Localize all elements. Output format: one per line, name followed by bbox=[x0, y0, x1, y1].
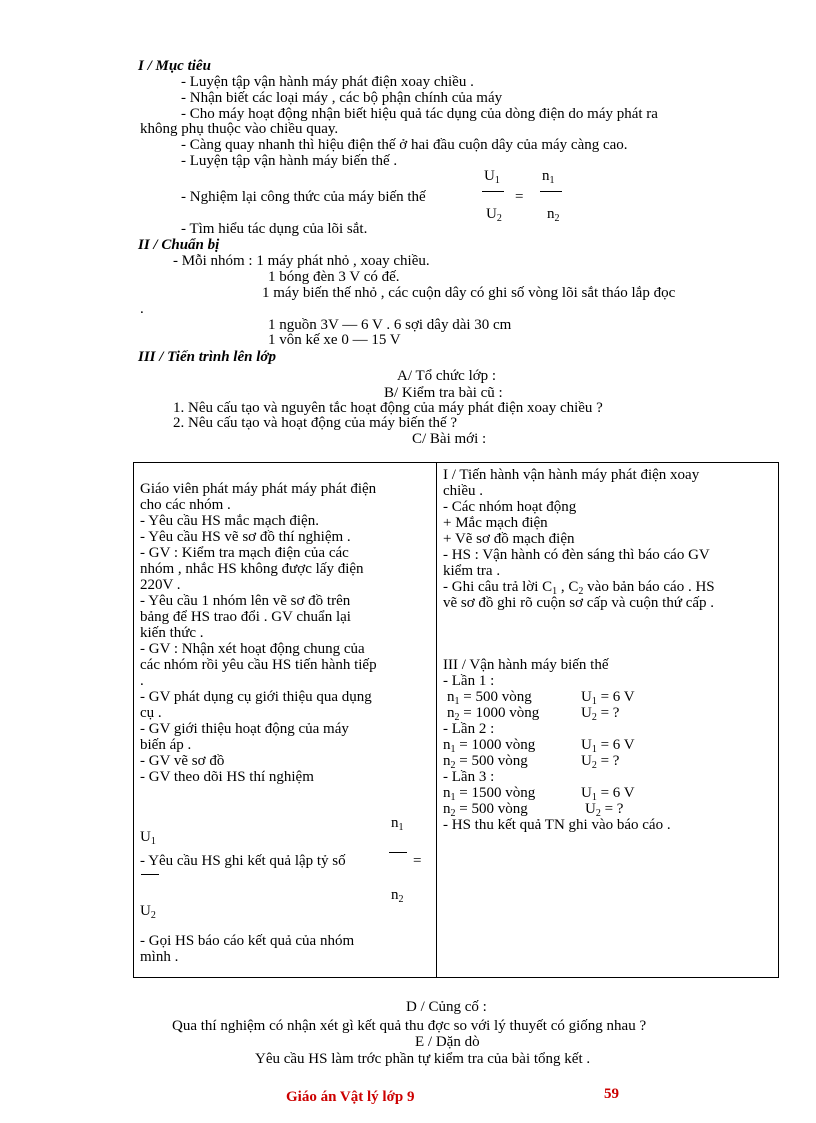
teacher-line: . bbox=[140, 673, 144, 689]
trial-label: - Lần 1 : bbox=[443, 673, 495, 689]
trial-row: $n_1 = 1000$ vòng bbox=[443, 737, 536, 755]
teacher-line: các nhóm rồi yêu cầu HS tiến hành tiếp bbox=[140, 657, 377, 673]
step-c: C/ Bài mới : bbox=[412, 431, 487, 447]
trial-label: - Lần 2 : bbox=[443, 721, 495, 737]
preparation-line: - Mỗi nhóm : 1 máy phát nhỏ , xoay chiều. bbox=[173, 253, 430, 269]
ratio-n1: $n_1$ bbox=[391, 815, 404, 833]
objective-item: - Càng quay nhanh thì hiệu điện thế ở hai đầu cuộn dây của máy càng cao. bbox=[181, 137, 628, 153]
trial-voltage: $U_1 = 6$ V bbox=[581, 689, 635, 707]
question-1: 1. Nêu cấu tạo và nguyên tắc hoạt động của máy phát điện xoay chiều ? bbox=[173, 400, 603, 416]
teacher-line: kiến thức . bbox=[140, 625, 204, 641]
teacher-line: - Gọi HS báo cáo kết quả của nhóm bbox=[140, 933, 355, 949]
ratio-bar-u bbox=[141, 874, 159, 875]
section-heading-preparation: II / Chuẩn bị bbox=[138, 237, 220, 253]
objective-item: - Luyện tập vận hành máy biến thế . bbox=[181, 153, 398, 169]
student-line: I / Tiến hành vận hành máy phát điện xoay bbox=[443, 467, 700, 483]
objective-item: - Tìm hiểu tác dụng của lõi sắt. bbox=[181, 221, 368, 237]
formula-equals: = bbox=[515, 189, 524, 205]
objective-item: - Nhận biết các loại máy , các bộ phận chính của máy bbox=[181, 90, 503, 106]
teacher-line: mình . bbox=[140, 949, 179, 965]
teacher-line: - GV : Kiểm tra mạch điện của các bbox=[140, 545, 349, 561]
teacher-activities-cell bbox=[134, 463, 437, 978]
student-line: chiều . bbox=[443, 483, 483, 499]
trial-voltage: $U_2$ = ? bbox=[581, 753, 620, 771]
formula-label: - Nghiệm lại công thức của máy biến thế bbox=[181, 189, 426, 205]
trial-voltage: $U_2$ = ? bbox=[585, 801, 624, 819]
student-activities bbox=[443, 467, 772, 973]
formula-u1: $U_1$ bbox=[484, 168, 500, 186]
formula-n2: $n_2$ bbox=[547, 206, 560, 224]
part3-heading: III / Vận hành máy biến thế bbox=[443, 657, 609, 673]
teacher-line: bảng để HS trao đổi . GV chuẩn lại bbox=[140, 609, 351, 625]
step-d-text: Qua thí nghiệm có nhận xét gì kết quả thu đợc so với lý thuyết có giống nhau ? bbox=[172, 1018, 647, 1034]
footer-title: Giáo án Vật lý lớp 9 bbox=[286, 1089, 415, 1105]
teacher-line: - GV phát dụng cụ giới thiệu qua dụng bbox=[140, 689, 372, 705]
teacher-line: - GV vẽ sơ đồ bbox=[140, 753, 225, 769]
page-number: 59 bbox=[604, 1086, 619, 1102]
teacher-line: cho các nhóm . bbox=[140, 497, 231, 513]
teacher-line: - Yêu cầu HS mắc mạch điện. bbox=[140, 513, 319, 529]
formula-u2: $U_2$ bbox=[486, 206, 502, 224]
question-2: 2. Nêu cấu tạo và hoạt động của máy biến thế ? bbox=[173, 415, 458, 431]
student-line: vẽ sơ đồ ghi rõ cuộn sơ cấp và cuộn thứ cấp . bbox=[443, 595, 715, 611]
ratio-equals: = bbox=[413, 853, 422, 869]
trial-row: $n_2 = 500$ vòng bbox=[443, 753, 528, 771]
student-line: - Các nhóm hoạt động bbox=[443, 499, 577, 515]
trial-row: $n_2 = 500$ vòng bbox=[443, 801, 528, 819]
teacher-activities bbox=[140, 467, 430, 973]
student-line: - HS thu kết quả TN ghi vào báo cáo . bbox=[443, 817, 671, 833]
teacher-line: 220V . bbox=[140, 577, 181, 593]
trial-row: $n_2 = 1000$ vòng bbox=[447, 705, 540, 723]
teacher-line: Giáo viên phát máy phát máy phát điện bbox=[140, 481, 377, 497]
ratio-u2: $U_2$ bbox=[140, 903, 156, 921]
formula-fraction-bar-left bbox=[482, 191, 504, 192]
teacher-line: cụ . bbox=[140, 705, 162, 721]
preparation-line: 1 bóng đèn 3 V có đế. bbox=[268, 269, 400, 285]
preparation-line: 1 máy biến thế nhỏ , các cuộn dây có ghi số vòng lõi sắt tháo lắp đọc bbox=[262, 285, 676, 301]
student-line-c: - Ghi câu trả lời $C_1$ , $C_2$ vào bản báo cáo . HS bbox=[443, 579, 715, 597]
trial-row: $n_1 = 1500$ vòng bbox=[443, 785, 536, 803]
ratio-label: - Yêu cầu HS ghi kết quả lập tỷ số bbox=[140, 853, 346, 869]
student-line: + Mắc mạch điện bbox=[443, 515, 548, 531]
student-activities-cell bbox=[437, 463, 779, 978]
student-line: - HS : Vận hành có đèn sáng thì báo cáo GV bbox=[443, 547, 710, 563]
ratio-bar-n bbox=[389, 852, 407, 853]
trial-voltage: $U_2$ = ? bbox=[581, 705, 620, 723]
formula-n1: $n_1$ bbox=[542, 168, 555, 186]
objective-item: không phụ thuộc vào chiều quay. bbox=[140, 121, 339, 137]
teacher-line: - Yêu cầu 1 nhóm lên vẽ sơ đồ trên bbox=[140, 593, 351, 609]
objective-item: - Cho máy hoạt động nhận biết hiệu quả tác dụng của dòng điện do máy phát ra bbox=[181, 106, 658, 122]
section-heading-objectives: I / Mục tiêu bbox=[138, 58, 211, 74]
trial-voltage: $U_1 = 6$ V bbox=[581, 785, 635, 803]
teacher-line: - GV theo dõi HS thí nghiệm bbox=[140, 769, 314, 785]
lesson-table bbox=[133, 462, 779, 978]
teacher-line: - GV : Nhận xét hoạt động chung của bbox=[140, 641, 365, 657]
teacher-line: nhóm , nhắc HS không được lấy điện bbox=[140, 561, 364, 577]
ratio-u1: $U_1$ bbox=[140, 829, 156, 847]
ratio-n2: $n_2$ bbox=[391, 887, 404, 905]
teacher-line: biến áp . bbox=[140, 737, 192, 753]
step-d: D / Củng cố : bbox=[406, 999, 487, 1015]
step-b: B/ Kiểm tra bài cũ : bbox=[384, 385, 503, 401]
trial-label: - Lần 3 : bbox=[443, 769, 495, 785]
student-line: + Vẽ sơ đồ mạch điện bbox=[443, 531, 575, 547]
teacher-line: - GV giới thiệu hoạt động của máy bbox=[140, 721, 349, 737]
trial-row: $n_1 = 500$ vòng bbox=[447, 689, 532, 707]
formula-fraction-bar-right bbox=[540, 191, 562, 192]
preparation-line: . bbox=[140, 301, 144, 317]
preparation-line: 1 vôn kế xe 0 — 15 V bbox=[268, 332, 401, 348]
teacher-line: - Yêu cầu HS vẽ sơ đồ thí nghiệm . bbox=[140, 529, 351, 545]
preparation-line: 1 nguồn 3V — 6 V . 6 sợi dây dài 30 cm bbox=[268, 317, 512, 333]
step-e: E / Dặn dò bbox=[415, 1034, 480, 1050]
objective-item: - Luyện tập vận hành máy phát điện xoay chiều . bbox=[181, 74, 474, 90]
student-line: kiểm tra . bbox=[443, 563, 501, 579]
step-e-text: Yêu cầu HS làm trớc phần tự kiểm tra của bài tổng kết . bbox=[255, 1051, 591, 1067]
trial-voltage: $U_1 = 6$ V bbox=[581, 737, 635, 755]
section-heading-procedure: III / Tiến trình lên lớp bbox=[138, 349, 276, 365]
step-a: A/ Tổ chức lớp : bbox=[397, 368, 497, 384]
